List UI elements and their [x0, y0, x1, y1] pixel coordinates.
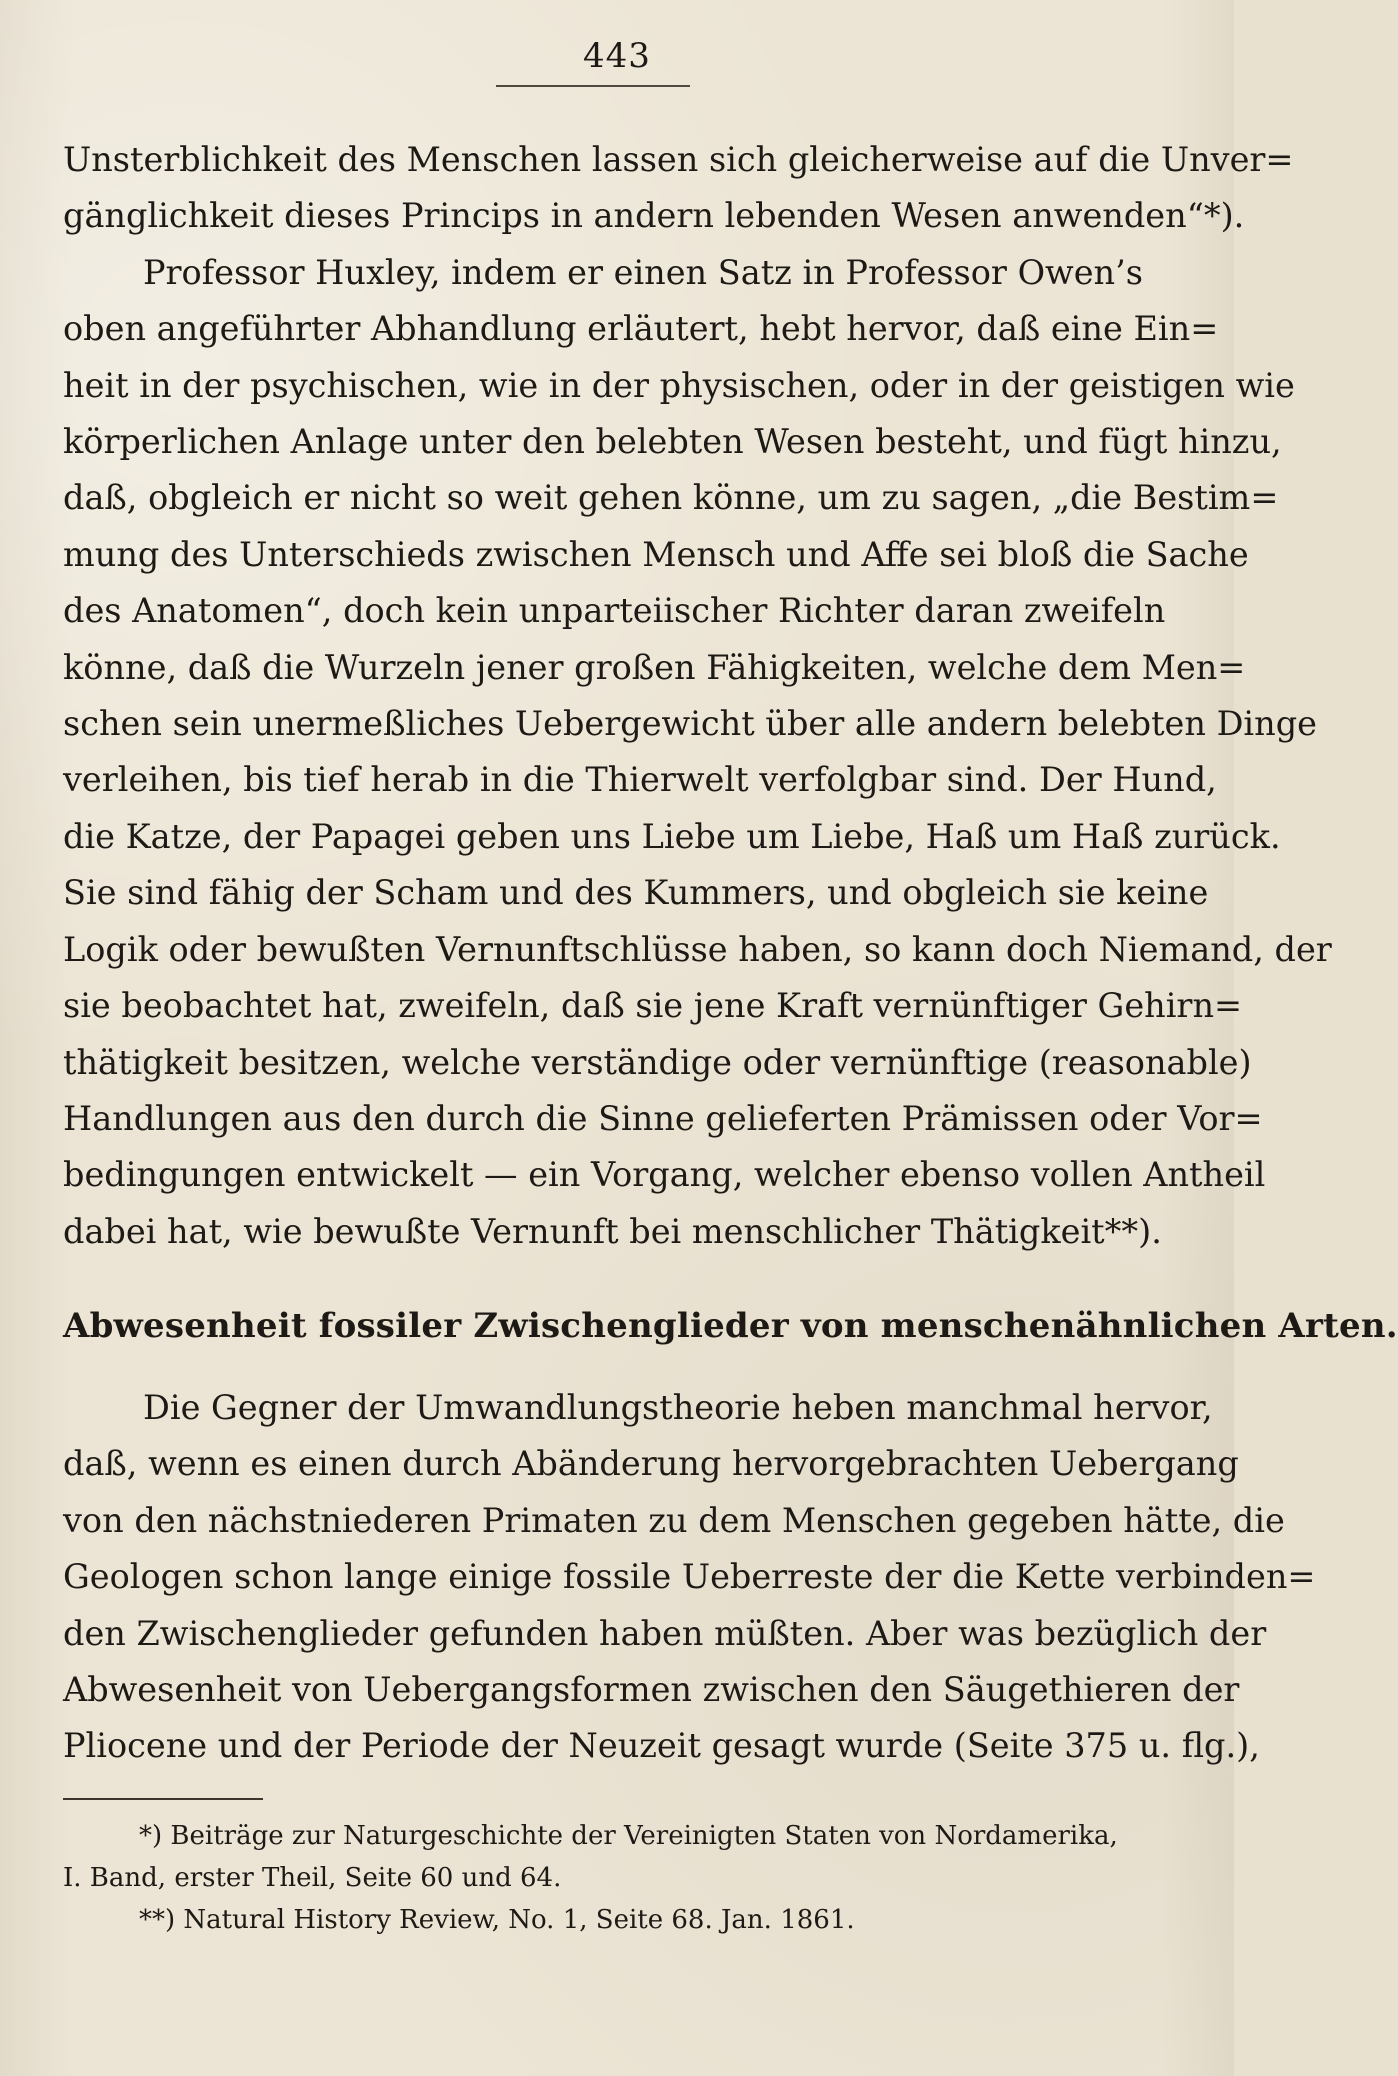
text-line: Handlungen aus den durch die Sinne gelieferten Prämissen oder Vor= [63, 1098, 1263, 1138]
text-line: die Katze, der Papagei geben uns Liebe um Liebe, Haß um Haß zurück. [63, 816, 1281, 856]
text-line: dabei hat, wie bewußte Vernunft bei menschlicher Thätigkeit**). [63, 1211, 1162, 1251]
text-line: Unsterblichkeit des Menschen lassen sich gleicherweise auf die Unver= [63, 140, 1294, 179]
text-line: Geologen schon lange einige fossile Ueberreste der die Kette verbinden= [63, 1557, 1316, 1597]
text-line: verleihen, bis tief herab in die Thierwelt verfolgbar sind. Der Hund, [63, 760, 1217, 800]
header-rule [496, 85, 690, 87]
text-line: Professor Huxley, indem er einen Satz in Professor Owen’s [143, 252, 1143, 292]
text-line: des Anatomen“, doch kein unparteiischer Richter daran zweifeln [63, 591, 1166, 631]
main-text-top [63, 132, 1332, 1260]
footnotes [63, 1815, 1173, 1941]
text-line: den Zwischenglieder gefunden haben müßten. Aber was bezüglich der [63, 1613, 1267, 1653]
text-line: könne, daß die Wurzeln jener großen Fähigkeiten, welche dem Men= [63, 647, 1246, 687]
text-line: schen sein unermeßliches Uebergewicht über alle andern belebten Dinge [63, 704, 1317, 744]
text-line: heit in der psychischen, wie in der physischen, oder in der geistigen wie [63, 365, 1295, 405]
text-line: thätigkeit besitzen, welche verständige oder vernünftige (reasonable) [63, 1042, 1252, 1082]
text-line: sie beobachtet hat, zweifeln, daß sie jene Kraft vernünftiger Gehirn= [63, 986, 1243, 1026]
text-line: daß, obgleich er nicht so weit gehen könne, um zu sagen, „die Bestim= [63, 478, 1279, 518]
text-line: bedingungen entwickelt — ein Vorgang, welcher ebenso vollen Antheil [63, 1155, 1266, 1195]
text-line: Sie sind fähig der Scham und des Kummers, und obgleich sie keine [63, 873, 1209, 913]
footnote-rule [63, 1798, 263, 1800]
footnote-line: **) Natural History Review, No. 1, Seite 68. Jan. 1861. [139, 1905, 855, 1935]
text-line: Die Gegner der Umwandlungstheorie heben manchmal hervor, [143, 1388, 1213, 1427]
text-line: Abwesenheit von Uebergangsformen zwischen den Säugethieren der [63, 1670, 1240, 1710]
text-line: daß, wenn es einen durch Abänderung hervorgebrachten Uebergang [63, 1444, 1239, 1484]
text-line: von den nächstniederen Primaten zu dem Menschen gegeben hätte, die [63, 1500, 1285, 1540]
footnote-line: I. Band, erster Theil, Seite 60 und 64. [63, 1863, 562, 1893]
main-text-bottom [63, 1380, 1316, 1775]
text-line: Logik oder bewußten Vernunftschlüsse haben, so kann doch Niemand, der [63, 929, 1332, 969]
text-line: mung des Unterschieds zwischen Mensch und Affe sei bloß die Sache [63, 534, 1249, 574]
footnote-line: *) Beiträge zur Naturgeschichte der Vereinigten Staten von Nordamerika, [139, 1821, 1118, 1851]
text-line: Pliocene und der Periode der Neuzeit gesagt wurde (Seite 375 u. flg.), [63, 1726, 1260, 1766]
text-line: körperlichen Anlage unter den belebten Wesen besteht, und fügt hinzu, [63, 422, 1282, 462]
text-line: oben angeführter Abhandlung erläutert, hebt hervor, daß eine Ein= [63, 309, 1219, 349]
section-heading: Abwesenheit fossiler Zwischenglieder von menschenähnlichen Arten. [63, 1306, 1398, 1346]
page-number: 443 [583, 36, 651, 76]
text-line: gänglichkeit dieses Princips in andern lebenden Wesen anwenden“*). [63, 196, 1245, 236]
